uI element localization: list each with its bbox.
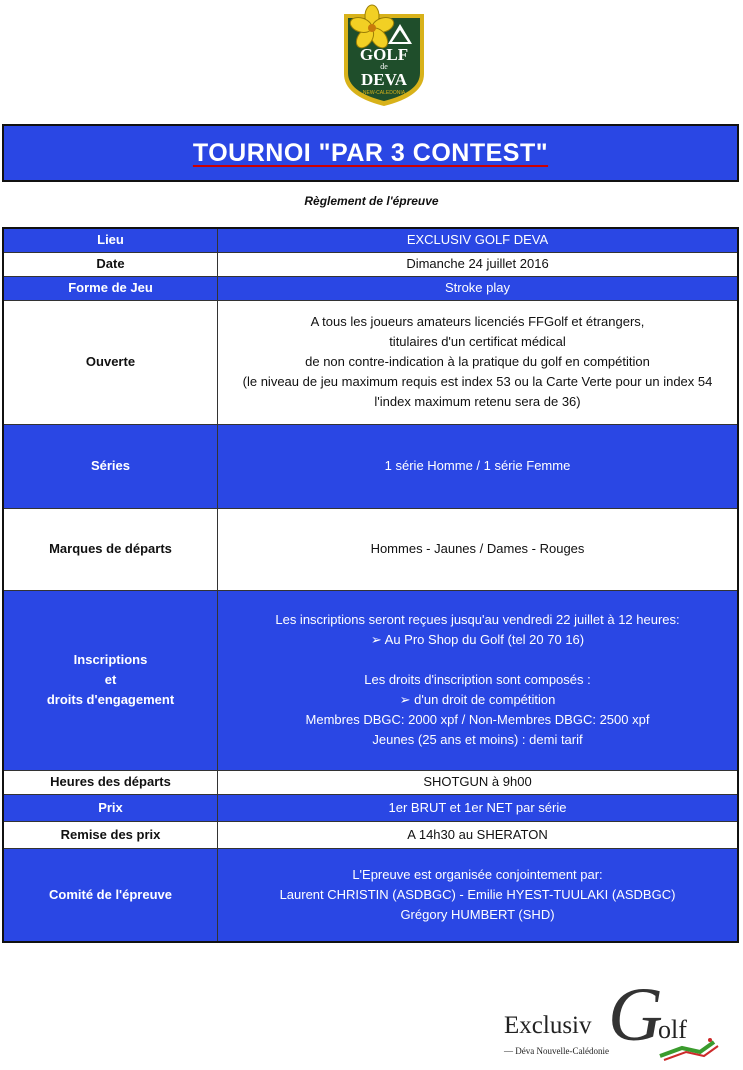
rules-value-line: Grégory HUMBERT (SHD) — [400, 906, 555, 922]
rules-row-label: Prix — [3, 794, 218, 821]
page-title: TOURNOI "PAR 3 CONTEST" — [192, 138, 549, 167]
rules-row-label: Remise des prix — [3, 821, 218, 848]
exclusiv-golf-logo — [498, 972, 728, 1064]
rules-row-label — [3, 590, 218, 770]
rules-row-label: Comité de l'épreuve — [3, 848, 218, 942]
rules-row-value — [218, 228, 739, 252]
rules-value-line: Dimanche 24 juillet 2016 — [406, 256, 549, 271]
rules-row — [3, 770, 738, 794]
rules-value-line: 1 série Homme / 1 série Femme — [384, 458, 571, 473]
rules-row-value — [218, 276, 739, 300]
rules-row — [3, 590, 738, 770]
rules-value-line: Stroke play — [444, 280, 511, 295]
logo-letter-g: G — [608, 973, 663, 1057]
rules-row — [3, 821, 738, 848]
rules-label-line: Inscriptions — [73, 652, 148, 667]
rules-row-value — [218, 508, 739, 590]
rules-value-line: 1er BRUT et 1er NET par série — [388, 799, 567, 815]
logo-line-country: NEW-CALEDONIA — [362, 90, 406, 96]
rules-row-value — [218, 794, 739, 821]
rules-row — [3, 300, 738, 424]
rules-value-line: Hommes - Jaunes / Dames - Rouges — [370, 541, 585, 556]
rules-value-line: ➢ Au Pro Shop du Golf (tel 20 70 16) — [370, 632, 585, 647]
rules-value-line: Laurent CHRISTIN (ASDBGC) - Emilie HYEST-TUULAKI (ASDBGC) — [279, 886, 676, 902]
rules-value-line: Jeunes (25 ans et moins) : demi tarif — [372, 732, 583, 747]
logo-letters-olf: olf — [658, 1015, 687, 1044]
rules-label-line: et — [104, 672, 117, 687]
rules-value-line: EXCLUSIV GOLF DEVA — [406, 232, 549, 248]
rules-row-label: Séries — [3, 424, 218, 508]
rules-row-value — [218, 424, 739, 508]
rules-value-line: SHOTGUN à 9h00 — [423, 774, 532, 789]
rules-row-label: Heures des départs — [3, 770, 218, 794]
logo-line-deva: DEVA — [361, 70, 407, 89]
rules-row-label: Date — [3, 252, 218, 276]
rules-value-line: Les inscriptions seront reçues jusqu'au vendredi 22 juillet à 12 heures: — [275, 612, 680, 627]
rules-row-value — [218, 848, 739, 942]
rules-row-value — [218, 821, 739, 848]
title-banner — [2, 124, 739, 182]
rules-row-label: Lieu — [3, 228, 218, 252]
rules-value-line: A tous les joueurs amateurs licenciés FFGolf et étrangers, — [310, 314, 645, 329]
logo-line-de: de — [380, 62, 388, 71]
rules-value-line: (le niveau de jeu maximum requis est index 53 ou la Carte Verte pour un index 54 — [242, 374, 713, 389]
page-subtitle: Règlement de l'épreuve — [304, 194, 439, 208]
rules-value-line: titulaires d'un certificat médical — [389, 334, 566, 349]
rules-row — [3, 424, 738, 508]
rules-row-value — [218, 300, 739, 424]
rules-row-label: Ouverte — [3, 300, 218, 424]
rules-row — [3, 848, 738, 942]
rules-value-gap — [222, 650, 733, 670]
rules-value-line: A 14h30 au SHERATON — [407, 826, 548, 842]
rules-row — [3, 228, 738, 252]
rules-row — [3, 508, 738, 590]
logo-subline: — Déva Nouvelle-Calédonie — [504, 1046, 609, 1056]
rules-row-value — [218, 252, 739, 276]
logo-word-exclusiv: Exclusiv — [504, 1012, 592, 1039]
rules-value-line: de non contre-indication à la pratique du golf en compétition — [305, 354, 650, 369]
rules-row — [3, 276, 738, 300]
rules-row — [3, 252, 738, 276]
rules-value-line: ➢ d'un droit de compétition — [399, 692, 556, 707]
logo-subline-text: Déva Nouvelle-Calédonie — [515, 1046, 609, 1056]
golf-deva-crest-icon — [338, 4, 430, 108]
rules-value-line: Les droits d'inscription sont composés : — [364, 672, 591, 687]
rules-row-label: Forme de Jeu — [3, 276, 218, 300]
rules-row-label: Marques de départs — [3, 508, 218, 590]
rules-value-line: L'Epreuve est organisée conjointement par: — [352, 866, 603, 882]
golf-deva-logo — [338, 4, 430, 108]
rules-table-body — [3, 228, 738, 942]
rules-value-line: l'index maximum retenu sera de 36) — [374, 394, 581, 409]
logo-line-golf: GOLF — [359, 45, 409, 64]
rules-table — [2, 227, 739, 943]
rules-value-line: Membres DBGC: 2000 xpf / Non-Membres DBGC: 2500 xpf — [305, 712, 650, 727]
rules-row-value — [218, 770, 739, 794]
golf-swash-icon — [602, 972, 728, 1064]
rules-row — [3, 794, 738, 821]
rules-row-value — [218, 590, 739, 770]
rules-label-line: droits d'engagement — [46, 692, 175, 707]
